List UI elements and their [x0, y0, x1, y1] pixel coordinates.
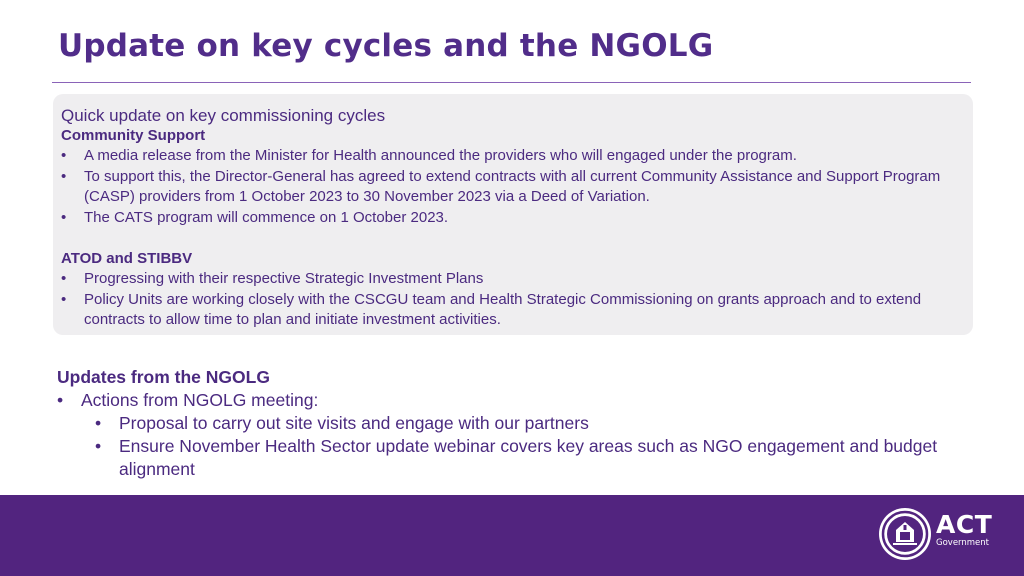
- title-divider: [52, 82, 971, 83]
- bullet-icon: •: [61, 208, 67, 226]
- list-item: • Progressing with their respective Strategic Investment Plans: [61, 269, 973, 290]
- bullet-icon: •: [61, 290, 67, 308]
- list-item: • A media release from the Minister for Health announced the providers who will engaged under the program.: [61, 146, 973, 167]
- list-item: • Actions from NGOLG meeting:: [57, 390, 319, 410]
- footer-band: [0, 495, 1024, 576]
- commissioning-panel: [53, 94, 973, 335]
- atod-heading: ATOD and STIBBV: [61, 250, 193, 267]
- logo-government-text: Government: [936, 538, 990, 548]
- bullet-icon: •: [57, 390, 64, 410]
- ngolg-section: [57, 366, 987, 481]
- slide-title: Update on key cycles and the NGOLG: [58, 28, 714, 64]
- atod-list: [61, 269, 973, 331]
- bullet-icon: •: [61, 147, 67, 164]
- act-government-logo: [879, 508, 993, 562]
- bullet-icon: •: [95, 413, 102, 433]
- list-item: • Proposal to carry out site visits and engage with our partners: [95, 413, 589, 433]
- list-item: • To support this, the Director-General has agreed to extend contracts with all current Community Assistance and Support Program (CASP) providers from 1 October 2023 to 30 November 2023 via a Deed of Variation.: [61, 167, 941, 205]
- act-government-seal-icon: [879, 508, 931, 560]
- community-support-list: [61, 146, 973, 228]
- logo-act-text: ACT: [936, 510, 993, 539]
- ngolg-list: [57, 389, 987, 481]
- community-support-heading: Community Support: [61, 127, 206, 144]
- list-item: • Ensure November Health Sector update webinar covers key areas such as NGO engagement and budget alignment: [95, 436, 938, 479]
- list-item: • Policy Units are working closely with the CSCGU team and Health Strategic Commissioning on grants approach and to extend contracts to allow time to plan and initiate investment activities.: [61, 290, 922, 328]
- bullet-icon: •: [61, 167, 67, 185]
- bullet-icon: •: [95, 436, 102, 456]
- list-item: • The CATS program will commence on 1 October 2023.: [61, 208, 973, 229]
- panel-intro: Quick update on key commissioning cycles: [61, 106, 386, 125]
- bullet-icon: •: [61, 270, 67, 287]
- ngolg-heading: Updates from the NGOLG: [57, 367, 270, 387]
